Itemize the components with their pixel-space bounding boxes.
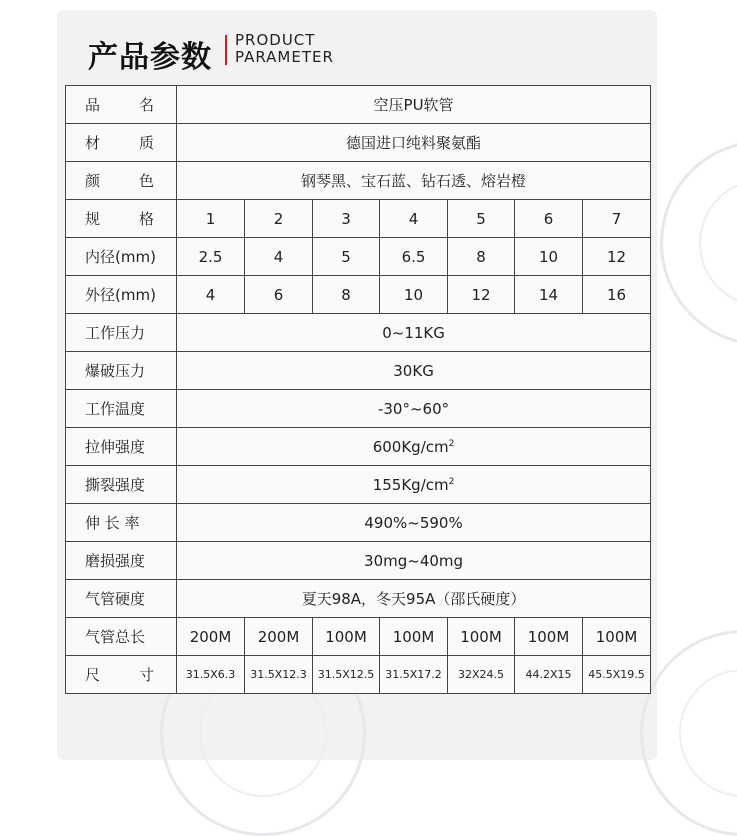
- row-label-elongation: 伸 长 率: [66, 504, 177, 542]
- table-cell: 6.5: [380, 238, 448, 276]
- row-label-name: 品 名: [66, 86, 177, 124]
- table-cell: 31.5X12.5: [313, 656, 380, 694]
- value-color: 钢琴黑、宝石蓝、钻石透、熔岩橙: [177, 162, 651, 200]
- table-cell: 31.5X6.3: [177, 656, 245, 694]
- value-name: 空压PU软管: [177, 86, 651, 124]
- table-cell: 31.5X17.2: [380, 656, 448, 694]
- row-label-material: 材 质: [66, 124, 177, 162]
- row-label-inner: 内径(mm): [66, 238, 177, 276]
- row-label-tensile: 拉伸强度: [66, 428, 177, 466]
- value-work-pressure: 0~11KG: [177, 314, 651, 352]
- value-work-temp: -30°~60°: [177, 390, 651, 428]
- table-cell: 4: [245, 238, 313, 276]
- table-cell: 12: [583, 238, 651, 276]
- row-label-length: 气管总长: [66, 618, 177, 656]
- table-cell: 8: [448, 238, 515, 276]
- table-row-hardness: [66, 580, 651, 618]
- watermark-seal: [660, 140, 737, 346]
- header-title-cn: 产品参数: [88, 40, 212, 75]
- row-label-color: 颜 色: [66, 162, 177, 200]
- value-elongation: 490%~590%: [177, 504, 651, 542]
- parameter-table: [65, 85, 651, 694]
- table-cell: 100M: [515, 618, 583, 656]
- value-tensile: $600Kg/cm^2$: [177, 428, 651, 466]
- table-cell: 32X24.5: [448, 656, 515, 694]
- table-row-tear: [66, 466, 651, 504]
- table-row-outer: [66, 276, 651, 314]
- table-row-work-temp: [66, 390, 651, 428]
- table-cell: 100M: [313, 618, 380, 656]
- table-row-tensile: [66, 428, 651, 466]
- header-title-en: [235, 32, 334, 66]
- row-label-hardness: 气管硬度: [66, 580, 177, 618]
- table-cell: 16: [583, 276, 651, 314]
- table-row-inner: [66, 238, 651, 276]
- table-cell: 5: [313, 238, 380, 276]
- table-cell: 8: [313, 276, 380, 314]
- table-row-size: [66, 656, 651, 694]
- table-cell: 200M: [177, 618, 245, 656]
- value-abrasion: 30mg~40mg: [177, 542, 651, 580]
- header-divider: [225, 35, 227, 65]
- table-cell: 44.2X15: [515, 656, 583, 694]
- value-burst-pressure: 30KG: [177, 352, 651, 390]
- table-cell: 6: [515, 200, 583, 238]
- table-cell: 14: [515, 276, 583, 314]
- row-label-tear: 撕裂强度: [66, 466, 177, 504]
- table-row-spec: [66, 200, 651, 238]
- table-cell: 4: [177, 276, 245, 314]
- table-row-length: [66, 618, 651, 656]
- table-row-material: [66, 124, 651, 162]
- table-cell: 6: [245, 276, 313, 314]
- table-cell: 10: [515, 238, 583, 276]
- table-cell: 200M: [245, 618, 313, 656]
- table-cell: 100M: [583, 618, 651, 656]
- table-cell: 45.5X19.5: [583, 656, 651, 694]
- table-cell: 5: [448, 200, 515, 238]
- table-cell: 100M: [448, 618, 515, 656]
- table-cell: 10: [380, 276, 448, 314]
- table-cell: 12: [448, 276, 515, 314]
- row-label-abrasion: 磨损强度: [66, 542, 177, 580]
- table-cell: 2: [245, 200, 313, 238]
- table-row-abrasion: [66, 542, 651, 580]
- row-label-size: 尺 寸: [66, 656, 177, 694]
- table-cell: 3: [313, 200, 380, 238]
- row-label-work-pressure: 工作压力: [66, 314, 177, 352]
- value-hardness: 夏天98A，冬天95A（邵氏硬度）: [177, 580, 651, 618]
- table-cell: 7: [583, 200, 651, 238]
- row-label-spec: 规 格: [66, 200, 177, 238]
- table-row-elongation: [66, 504, 651, 542]
- value-tear: $155Kg/cm^2$: [177, 466, 651, 504]
- row-label-outer: 外径(mm): [66, 276, 177, 314]
- table-cell: 4: [380, 200, 448, 238]
- row-label-work-temp: 工作温度: [66, 390, 177, 428]
- value-material: 德国进口纯料聚氨酯: [177, 124, 651, 162]
- table-cell: 2.5: [177, 238, 245, 276]
- table-row-work-pressure: [66, 314, 651, 352]
- table-cell: 1: [177, 200, 245, 238]
- header-title-en-line2: PARAMETER: [235, 48, 334, 66]
- table-cell: 100M: [380, 618, 448, 656]
- table-row-burst-pressure: [66, 352, 651, 390]
- table-cell: 31.5X12.3: [245, 656, 313, 694]
- table-row-name: [66, 86, 651, 124]
- table-row-color: [66, 162, 651, 200]
- row-label-burst-pressure: 爆破压力: [66, 352, 177, 390]
- header-title-en-line1: PRODUCT: [235, 31, 316, 49]
